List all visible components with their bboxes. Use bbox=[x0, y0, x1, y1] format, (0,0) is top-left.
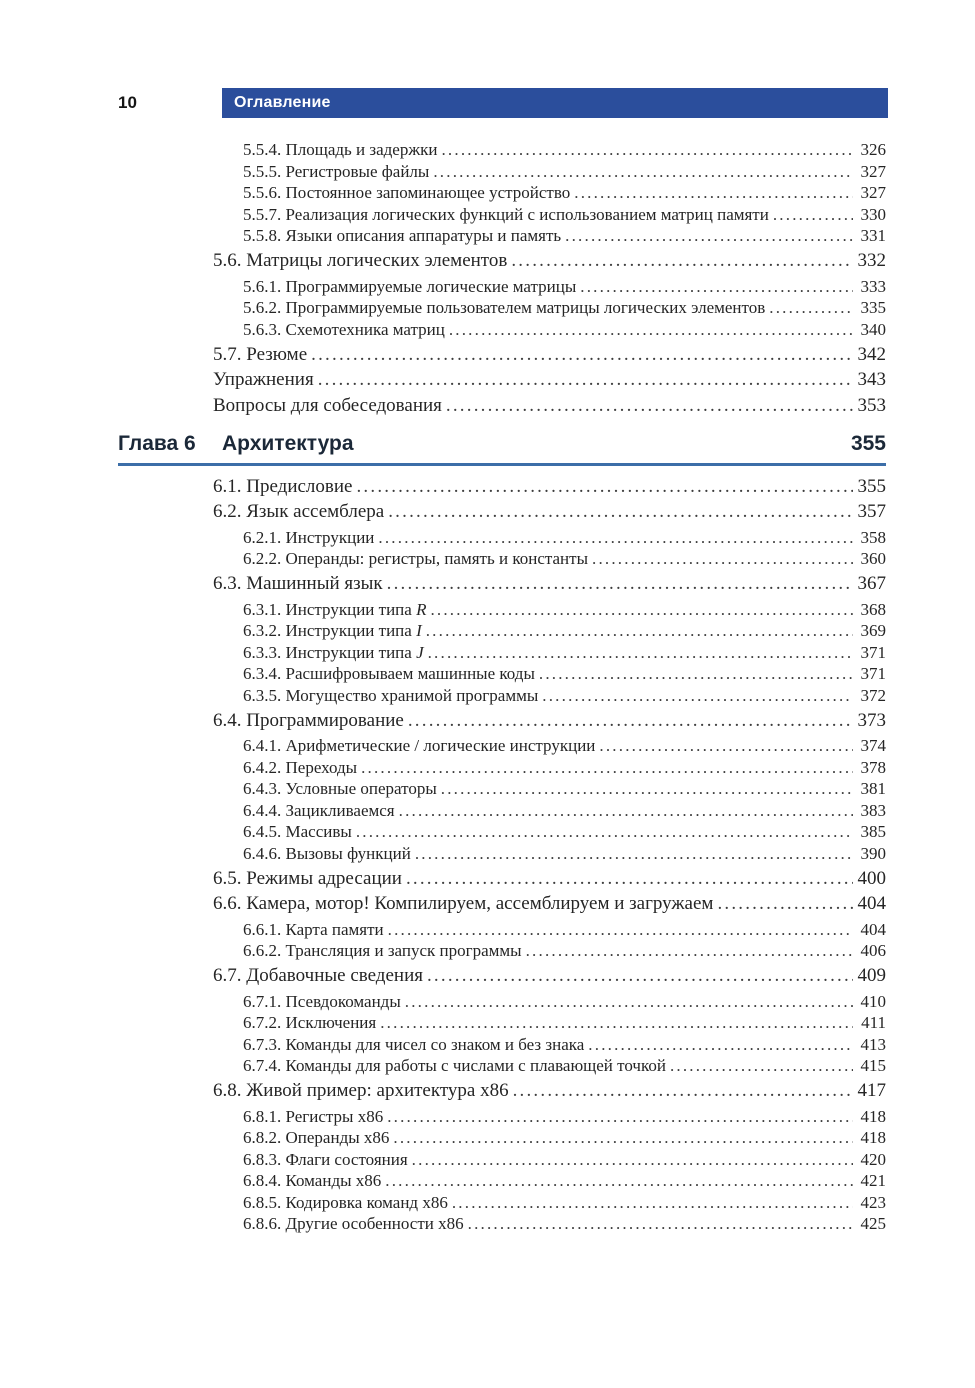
toc-entry-label: 6.8.1. Регистры x86 bbox=[243, 1106, 384, 1126]
toc-entry-label: 6.3.4. Расшифровываем машинные коды bbox=[243, 664, 535, 683]
toc-entry-page: 418 bbox=[860, 1106, 886, 1126]
toc-entry bbox=[213, 476, 886, 498]
chapter-heading bbox=[118, 432, 886, 466]
toc-entry bbox=[213, 1149, 886, 1171]
toc-entry-label: 6.4.5. Массивы bbox=[243, 822, 352, 841]
dot-leader bbox=[387, 1106, 853, 1128]
toc-entry-page: 423 bbox=[860, 1192, 886, 1212]
toc-entry-label: 5.6. Матрицы логических элементов bbox=[213, 250, 508, 271]
toc-entry-page: 360 bbox=[860, 549, 886, 568]
dot-leader bbox=[388, 501, 853, 523]
toc-entry bbox=[213, 527, 886, 549]
toc-entry-page: 355 bbox=[857, 475, 886, 497]
toc-entry-label: 6.8.3. Флаги состояния bbox=[243, 1149, 408, 1169]
toc-entry-label: 6.3.2. Инструкции типа I bbox=[243, 621, 422, 640]
toc-entry-page: 418 bbox=[860, 1128, 886, 1147]
toc-entry bbox=[213, 893, 886, 915]
toc-entry bbox=[213, 1127, 886, 1149]
toc-entry-label: 6.8.2. Операнды x86 bbox=[243, 1128, 390, 1147]
toc-entry-page: 327 bbox=[860, 161, 886, 181]
toc-entry bbox=[213, 868, 886, 890]
dot-leader bbox=[769, 297, 853, 319]
dot-leader bbox=[580, 276, 853, 298]
dot-leader bbox=[539, 663, 853, 685]
dot-leader bbox=[311, 344, 853, 366]
toc-entry bbox=[213, 573, 886, 595]
dot-leader bbox=[599, 735, 853, 757]
dot-leader bbox=[378, 527, 853, 549]
toc-entry-page: 374 bbox=[860, 736, 886, 755]
toc-entry-page: 343 bbox=[857, 369, 886, 390]
page-header bbox=[0, 88, 975, 118]
dot-leader bbox=[574, 182, 853, 204]
toc-entry-label: 5.7. Резюме bbox=[213, 343, 308, 365]
toc-list bbox=[118, 139, 886, 1235]
toc-entry-label: 6.8. Живой пример: архитектура x86 bbox=[213, 1080, 509, 1101]
dot-leader bbox=[412, 1149, 853, 1171]
toc-entry bbox=[213, 685, 886, 707]
dot-leader bbox=[511, 250, 853, 272]
toc-entry-label: 6.3. Машинный язык bbox=[213, 573, 383, 594]
dot-leader bbox=[526, 940, 853, 962]
dot-leader bbox=[428, 642, 853, 664]
toc-entry-page: 369 bbox=[860, 621, 886, 640]
toc-entry-label: 6.6.2. Трансляция и запуск программы bbox=[243, 941, 522, 960]
toc-entry-label: 5.5.5. Регистровые файлы bbox=[243, 161, 430, 181]
dot-leader bbox=[356, 821, 853, 843]
toc-entry bbox=[213, 548, 886, 570]
toc-entry-page: 367 bbox=[857, 573, 886, 594]
dot-leader bbox=[452, 1192, 853, 1214]
dot-leader bbox=[408, 710, 853, 732]
toc-entry-label: 6.3.3. Инструкции типа J bbox=[243, 642, 424, 662]
toc-entry bbox=[213, 395, 886, 417]
chapter-title: Архитектура bbox=[222, 431, 354, 455]
toc-entry-page: 335 bbox=[860, 298, 886, 317]
toc-entry bbox=[213, 919, 886, 941]
dot-leader bbox=[565, 225, 853, 247]
toc-entry-label: 6.1. Предисловие bbox=[213, 475, 353, 497]
toc-entry-page: 368 bbox=[860, 599, 886, 619]
toc-entry bbox=[213, 250, 886, 272]
dot-leader bbox=[361, 757, 853, 779]
dot-leader bbox=[468, 1213, 853, 1235]
toc-entry-page: 332 bbox=[857, 250, 886, 271]
toc-entry-page: 342 bbox=[857, 343, 886, 365]
toc-entry-label: 6.5. Режимы адресации bbox=[213, 867, 402, 889]
toc-entry-label: 5.6.3. Схемотехника матриц bbox=[243, 319, 445, 339]
toc-entry-label: 6.8.5. Кодировка команд x86 bbox=[243, 1192, 448, 1212]
toc-entry bbox=[213, 1192, 886, 1214]
dot-leader bbox=[592, 548, 853, 570]
toc-entry bbox=[213, 778, 886, 800]
toc-entry-page: 371 bbox=[860, 642, 886, 662]
toc-entry-page: 385 bbox=[860, 822, 886, 841]
toc-entry bbox=[213, 1055, 886, 1077]
toc-entry bbox=[213, 642, 886, 664]
toc-entry-label: Вопросы для собеседования bbox=[213, 394, 442, 416]
toc-entry-label: 5.5.4. Площадь и задержки bbox=[243, 140, 438, 159]
toc-entry-page: 383 bbox=[860, 800, 886, 820]
toc-entry bbox=[213, 1170, 886, 1192]
toc-entry bbox=[213, 800, 886, 822]
toc-entry bbox=[213, 139, 886, 161]
dot-leader bbox=[446, 395, 853, 417]
dot-leader bbox=[449, 319, 853, 341]
dot-leader bbox=[385, 1170, 853, 1192]
toc-entry-label: 5.6.2. Программируемые пользователем матрицы логических элементов bbox=[243, 298, 766, 317]
toc-entry-label: 6.7.4. Команды для работы с числами с плавающей точкой bbox=[243, 1056, 666, 1075]
toc-entry-page: 340 bbox=[860, 319, 886, 339]
toc-entry-page: 330 bbox=[860, 204, 886, 224]
toc-entry-page: 420 bbox=[860, 1149, 886, 1169]
toc-entry-page: 381 bbox=[860, 779, 886, 798]
toc-entry-label: 5.5.8. Языки описания аппаратуры и память bbox=[243, 226, 562, 245]
toc-entry-page: 404 bbox=[857, 893, 886, 914]
toc-entry-page: 409 bbox=[857, 965, 886, 986]
toc-entry-page: 357 bbox=[857, 501, 886, 522]
toc-entry-page: 378 bbox=[860, 757, 886, 777]
toc-entry-page: 372 bbox=[860, 685, 886, 705]
toc-entry-label: 6.4.2. Переходы bbox=[243, 757, 358, 777]
toc-entry bbox=[213, 940, 886, 962]
dot-leader bbox=[318, 369, 853, 391]
toc-entry-page: 371 bbox=[860, 664, 886, 683]
dot-leader bbox=[387, 573, 853, 595]
dot-leader bbox=[441, 778, 853, 800]
toc-entry-label: 6.4.3. Условные операторы bbox=[243, 779, 437, 798]
dot-leader bbox=[542, 685, 853, 707]
toc-entry-label: 6.2.1. Инструкции bbox=[243, 527, 375, 547]
toc-entry-page: 411 bbox=[861, 1013, 886, 1032]
toc-entry-page: 421 bbox=[860, 1171, 886, 1190]
toc-entry bbox=[213, 710, 886, 732]
toc-entry-label: 6.8.4. Команды x86 bbox=[243, 1171, 382, 1190]
toc-entry-label: 6.4.1. Арифметические / логические инструкции bbox=[243, 736, 596, 755]
toc-entry-page: 400 bbox=[857, 867, 886, 889]
chapter-label: Глава 6 bbox=[118, 431, 196, 455]
dot-leader bbox=[433, 161, 853, 183]
toc-entry bbox=[213, 344, 886, 366]
toc-entry-page: 406 bbox=[860, 941, 886, 960]
dot-leader bbox=[588, 1034, 853, 1056]
toc-entry-label: 6.7.2. Исключения bbox=[243, 1013, 377, 1032]
toc-entry-page: 417 bbox=[857, 1080, 886, 1101]
toc-entry bbox=[213, 225, 886, 247]
dot-leader bbox=[717, 893, 853, 915]
toc-entry-page: 326 bbox=[860, 140, 886, 159]
dot-leader bbox=[399, 800, 853, 822]
toc-entry bbox=[213, 599, 886, 621]
dot-leader bbox=[405, 991, 853, 1013]
toc-entry-label: 6.6. Камера, мотор! Компилируем, ассемблируем и загружаем bbox=[213, 893, 714, 914]
dot-leader bbox=[406, 868, 853, 890]
toc-entry bbox=[213, 620, 886, 642]
toc-entry bbox=[213, 276, 886, 298]
toc-entry-page: 410 bbox=[860, 991, 886, 1011]
toc-entry-page: 358 bbox=[860, 527, 886, 547]
dot-leader bbox=[388, 919, 853, 941]
section-header-bar bbox=[222, 88, 888, 118]
toc-entry-label: 6.3.5. Могущество хранимой программы bbox=[243, 685, 539, 705]
toc-entry-page: 415 bbox=[860, 1056, 886, 1075]
toc-entry-label: 6.7.3. Команды для чисел со знаком и без знака bbox=[243, 1034, 585, 1054]
page-number: 10 bbox=[118, 93, 137, 112]
toc-entry-label: 6.2.2. Операнды: регистры, память и константы bbox=[243, 549, 588, 568]
toc-entry bbox=[213, 843, 886, 865]
toc-entry-label: 6.2. Язык ассемблера bbox=[213, 501, 385, 522]
toc-entry-page: 331 bbox=[860, 226, 886, 245]
dot-leader bbox=[427, 965, 853, 987]
toc-entry bbox=[213, 965, 886, 987]
toc-entry-label: 6.6.1. Карта памяти bbox=[243, 919, 384, 939]
toc-entry-page: 413 bbox=[860, 1034, 886, 1054]
toc-entry bbox=[213, 204, 886, 226]
toc-entry bbox=[213, 821, 886, 843]
toc-entry-label: 6.4.6. Вызовы функций bbox=[243, 843, 411, 863]
toc-entry-label: 6.4.4. Зацикливаемся bbox=[243, 800, 395, 820]
toc-entry bbox=[213, 1106, 886, 1128]
toc-entry bbox=[213, 663, 886, 685]
section-header-title: Оглавление bbox=[234, 94, 331, 111]
dot-leader bbox=[415, 843, 853, 865]
toc-entry bbox=[213, 369, 886, 391]
toc-entry-label: Упражнения bbox=[213, 369, 314, 390]
toc-entry-label: 6.7.1. Псевдокоманды bbox=[243, 991, 401, 1011]
toc-entry-page: 333 bbox=[860, 276, 886, 296]
toc-entry-label: 5.6.1. Программируемые логические матрицы bbox=[243, 276, 577, 296]
dot-leader bbox=[426, 620, 853, 642]
dot-leader bbox=[356, 476, 853, 498]
dot-leader bbox=[441, 139, 853, 161]
toc-entry-label: 5.5.6. Постоянное запоминающее устройство bbox=[243, 183, 571, 202]
dot-leader bbox=[773, 204, 853, 226]
toc-entry-page: 425 bbox=[860, 1214, 886, 1233]
toc-entry bbox=[213, 319, 886, 341]
toc-entry-label: 5.5.7. Реализация логических функций с использованием матриц памяти bbox=[243, 204, 769, 224]
toc-entry bbox=[213, 757, 886, 779]
toc-entry-label: 6.3.1. Инструкции типа R bbox=[243, 599, 427, 619]
toc-entry bbox=[213, 735, 886, 757]
toc-entry-label: 6.4. Программирование bbox=[213, 709, 404, 731]
chapter-page: 355 bbox=[850, 431, 886, 455]
toc-entry bbox=[213, 182, 886, 204]
toc-entry-page: 390 bbox=[860, 843, 886, 863]
toc-entry-page: 353 bbox=[857, 394, 886, 416]
toc-entry bbox=[213, 501, 886, 523]
toc-entry bbox=[213, 297, 886, 319]
toc-entry bbox=[213, 161, 886, 183]
toc-entry bbox=[213, 1034, 886, 1056]
toc-entry-page: 373 bbox=[857, 709, 886, 731]
dot-leader bbox=[380, 1012, 853, 1034]
toc-entry-label: 6.8.6. Другие особенности x86 bbox=[243, 1214, 464, 1233]
dot-leader bbox=[430, 599, 853, 621]
toc-entry-label: 6.7. Добавочные сведения bbox=[213, 965, 423, 986]
dot-leader bbox=[393, 1127, 853, 1149]
dot-leader bbox=[670, 1055, 853, 1077]
dot-leader bbox=[513, 1080, 853, 1102]
toc-entry-page: 404 bbox=[860, 919, 886, 939]
toc-entry bbox=[213, 1012, 886, 1034]
toc-entry bbox=[213, 1080, 886, 1102]
toc-entry bbox=[213, 991, 886, 1013]
toc-entry-page: 327 bbox=[860, 183, 886, 202]
toc-entry bbox=[213, 1213, 886, 1235]
